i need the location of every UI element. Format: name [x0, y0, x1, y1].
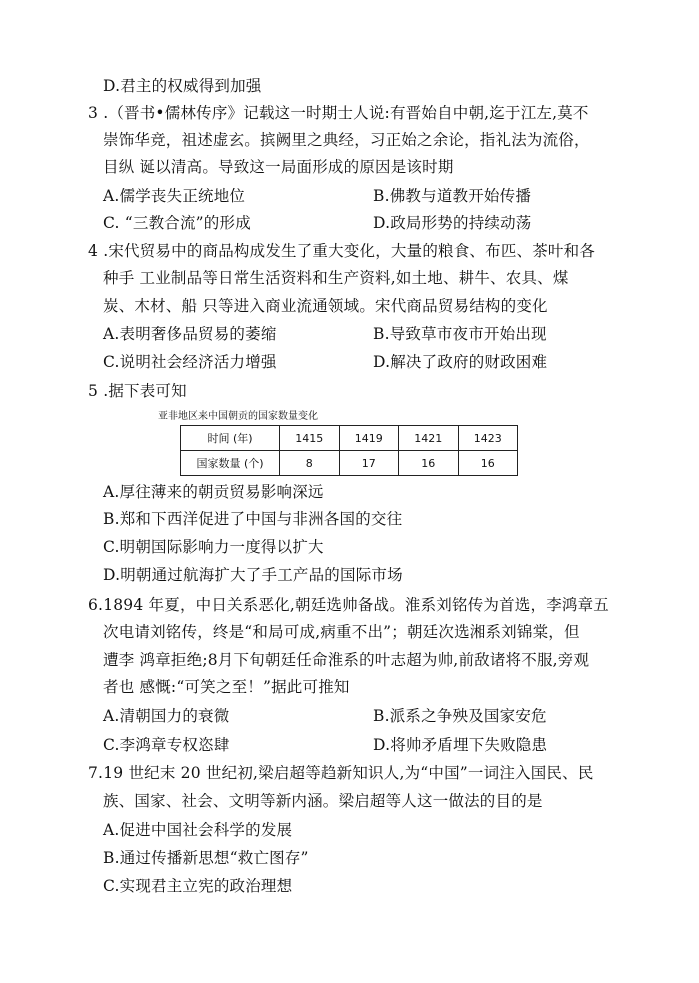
text-line: 者也 感慨:“可笑之至！”据此可推知 — [103, 678, 350, 696]
text-line: 崇饰华竞，祖述虚玄。摈阙里之典经，习正始之余论，指礼法为流俗， — [103, 131, 590, 149]
text-line: B.派系之争殃及国家安危 — [373, 707, 547, 725]
text-line: 5 .据下表可知 — [88, 382, 187, 400]
text-line: D.明朝通过航海扩大了手工产品的国际市场 — [103, 566, 403, 584]
text-line: A.表明奢侈品贸易的萎缩 — [103, 325, 277, 343]
text-line: 7.19 世纪末 20 世纪初,梁启超等趋新知识人,为“中国”一词注入国民、民 — [88, 764, 594, 782]
table-cell: 16 — [399, 451, 459, 476]
text-line: 族、国家、社会、文明等新内涵。梁启超等人这一做法的目的是 — [103, 792, 543, 810]
text-line: 6.1894 年夏，中日关系恶化,朝廷选帅备战。淮系刘铭传为首选，李鸿章五 — [88, 596, 609, 614]
table-cell: 1419 — [339, 426, 399, 451]
table-cell: 16 — [458, 451, 518, 476]
row-header-year: 时间 (年) — [181, 426, 280, 451]
table-cell: 1421 — [399, 426, 459, 451]
text-line: A.促进中国社会科学的发展 — [103, 821, 293, 839]
text-line: 目纵 诞以清高。导致这一局面形成的原因是该时期 — [103, 158, 454, 176]
table-cell: 17 — [339, 451, 399, 476]
table-cell: 1415 — [280, 426, 340, 451]
text-line: B.佛教与道教开始传播 — [373, 187, 532, 205]
text-line: 次电请刘铭传，终是“和局可成,病重不出”；朝廷次选湘系刘锦棠，但 — [103, 623, 580, 641]
text-line: D.君主的权威得到加强 — [103, 77, 262, 95]
text-line: C.明朝国际影响力一度得以扩大 — [103, 538, 324, 556]
table-row — [181, 426, 518, 451]
text-line: C.实现君主立宪的政治理想 — [103, 877, 293, 895]
text-line: B.郑和下西洋促进了中国与非洲各国的交往 — [103, 510, 403, 528]
table-cell: 1423 — [458, 426, 518, 451]
text-line: A.厚往薄来的朝贡贸易影响深远 — [103, 483, 324, 501]
tribute-table — [180, 425, 518, 476]
table-cell: 8 — [280, 451, 340, 476]
text-line: 3 .（晋书•儒林传序》记载这一时期士人说:有晋始自中朝,迄于江左,莫不 — [88, 104, 589, 122]
text-line: D.政局形势的持续动荡 — [373, 214, 532, 232]
text-line: 种手 工业制品等日常生活资料和生产资料,如土地、耕牛、农具、煤 — [103, 269, 569, 287]
text-line: C.李鸿章专权恣肆 — [103, 736, 230, 754]
text-line: C.说明社会经济活力增强 — [103, 353, 277, 371]
table-caption: 亚非地区来中国朝贡的国家数量变化 — [158, 411, 318, 422]
text-line: A.儒学丧失正统地位 — [103, 187, 246, 205]
text-line: D.解决了政府的财政困难 — [373, 353, 548, 371]
table-row — [181, 451, 518, 476]
text-line: D.将帅矛盾埋下失败隐患 — [373, 736, 548, 754]
text-line: B.导致草市夜市开始出现 — [373, 325, 547, 343]
row-header-count: 国家数量 (个) — [181, 451, 280, 476]
text-line: C. “三教合流”的形成 — [103, 214, 251, 232]
text-line: A.清朝国力的衰微 — [103, 707, 230, 725]
text-line: 炭、木材、船 只等进入商业流通领域。宋代商品贸易结构的变化 — [103, 297, 548, 315]
text-line: 遭李 鸿章拒绝;8月下旬朝廷任命淮系的叶志超为帅,前敌诸将不服,旁观 — [103, 651, 590, 669]
text-line: 4 .宋代贸易中的商品构成发生了重大变化，大量的粮食、布匹、茶叶和各 — [88, 242, 596, 260]
text-line: B.通过传播新思想“救亡图存” — [103, 849, 309, 867]
